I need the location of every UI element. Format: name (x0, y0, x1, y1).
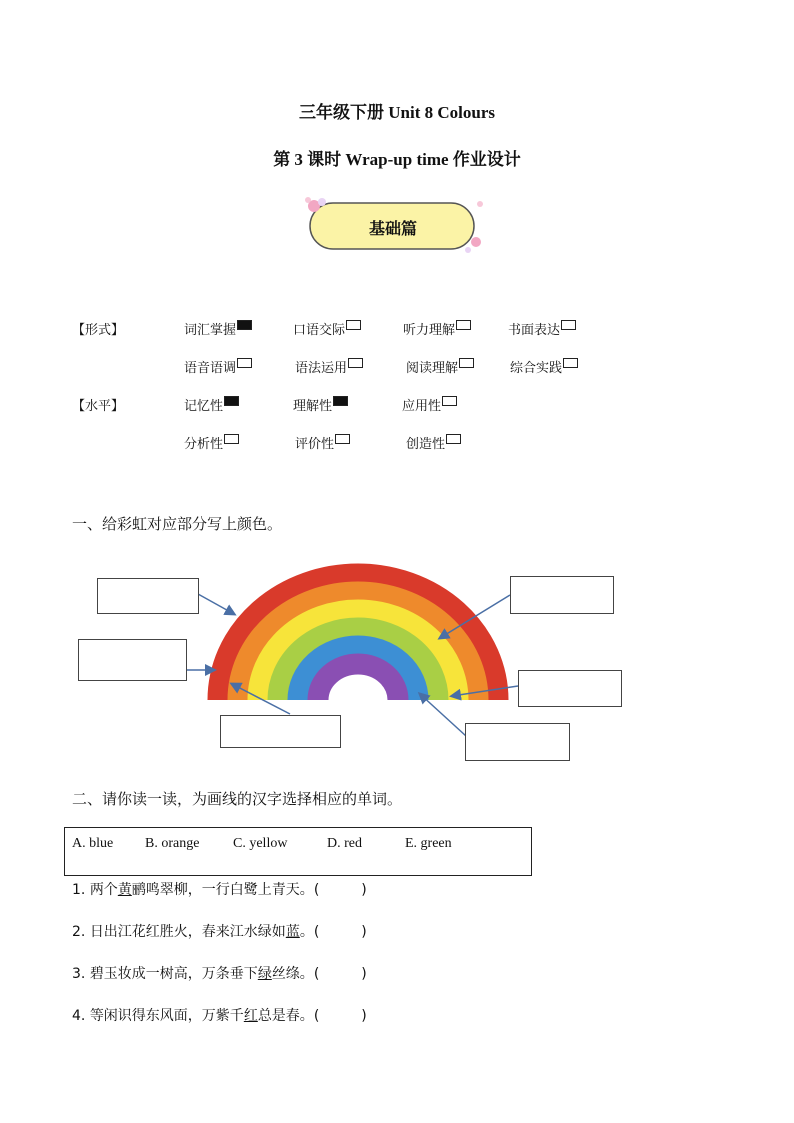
level-label: 【水平】 (72, 399, 125, 414)
checkbox-empty[interactable] (459, 358, 474, 368)
checkbox-empty[interactable] (237, 358, 252, 368)
rainbow-answer-box[interactable] (510, 576, 614, 614)
checkbox-empty[interactable] (224, 434, 239, 444)
rainbow-answer-box[interactable] (518, 670, 622, 707)
form-item: 口语交际 (293, 319, 361, 338)
arrow-icon (198, 594, 234, 614)
level-item: 应用性 (402, 395, 457, 414)
question-item: 3. 碧玉妆成一树高，万条垂下绿丝绦。( ) (72, 966, 367, 982)
options-box (64, 827, 532, 876)
page-title: 三年级下册 Unit 8 Colours (299, 103, 495, 122)
section2-heading: 二、请你读一读，为画线的汉字选择相应的单词。 (72, 790, 403, 808)
option-a: A. blue (72, 836, 114, 851)
level-item: 记忆性 (184, 395, 239, 414)
answer-blank[interactable]: ( ) (313, 882, 367, 898)
level-item: 评价性 (295, 433, 350, 452)
option-b: B. orange (145, 836, 200, 851)
level-item: 理解性 (293, 395, 348, 414)
checkbox-empty[interactable] (346, 320, 361, 330)
checkbox-checked[interactable] (224, 396, 239, 406)
section1-heading: 一、给彩虹对应部分写上颜色。 (72, 515, 283, 533)
rainbow-answer-box[interactable] (465, 723, 570, 761)
question-item: 1. 两个黄鹂鸣翠柳，一行白鹭上青天。( ) (72, 882, 367, 898)
option-d: D. red (327, 836, 362, 851)
page-subtitle: 第 3 课时 Wrap-up time 作业设计 (273, 150, 521, 169)
checkbox-empty[interactable] (561, 320, 576, 330)
answer-blank[interactable]: ( ) (313, 924, 367, 940)
form-item: 书面表达 (508, 319, 576, 338)
checkbox-empty[interactable] (442, 396, 457, 406)
answer-blank[interactable]: ( ) (313, 1008, 367, 1024)
form-item: 听力理解 (403, 319, 471, 338)
question-item: 2. 日出江花红胜火，春来江水绿如蓝。( ) (72, 924, 367, 940)
rainbow-answer-box[interactable] (220, 715, 341, 748)
rainbow-answer-box[interactable] (97, 578, 199, 614)
level-item: 分析性 (184, 433, 239, 452)
option-e: E. green (405, 836, 452, 851)
answer-blank[interactable]: ( ) (313, 966, 367, 982)
checkbox-empty[interactable] (335, 434, 350, 444)
level-badge (300, 196, 486, 256)
checkbox-checked[interactable] (333, 396, 348, 406)
badge-label: 基础篇 (368, 219, 417, 238)
form-item: 语法运用 (295, 357, 363, 376)
checkbox-empty[interactable] (348, 358, 363, 368)
rainbow-answer-box[interactable] (78, 639, 187, 681)
option-c: C. yellow (233, 836, 288, 851)
arrow-icon (420, 694, 466, 736)
form-item: 综合实践 (510, 357, 578, 376)
form-item: 词汇掌握 (184, 319, 252, 338)
level-item: 创造性 (406, 433, 461, 452)
checkbox-checked[interactable] (237, 320, 252, 330)
checkbox-empty[interactable] (446, 434, 461, 444)
rainbow-band (318, 664, 398, 700)
question-item: 4. 等闲识得东风面，万紫千红总是春。( ) (72, 1008, 367, 1024)
form-item: 阅读理解 (406, 357, 474, 376)
checkbox-empty[interactable] (456, 320, 471, 330)
form-label: 【形式】 (72, 323, 125, 338)
form-item: 语音语调 (184, 357, 252, 376)
checkbox-empty[interactable] (563, 358, 578, 368)
